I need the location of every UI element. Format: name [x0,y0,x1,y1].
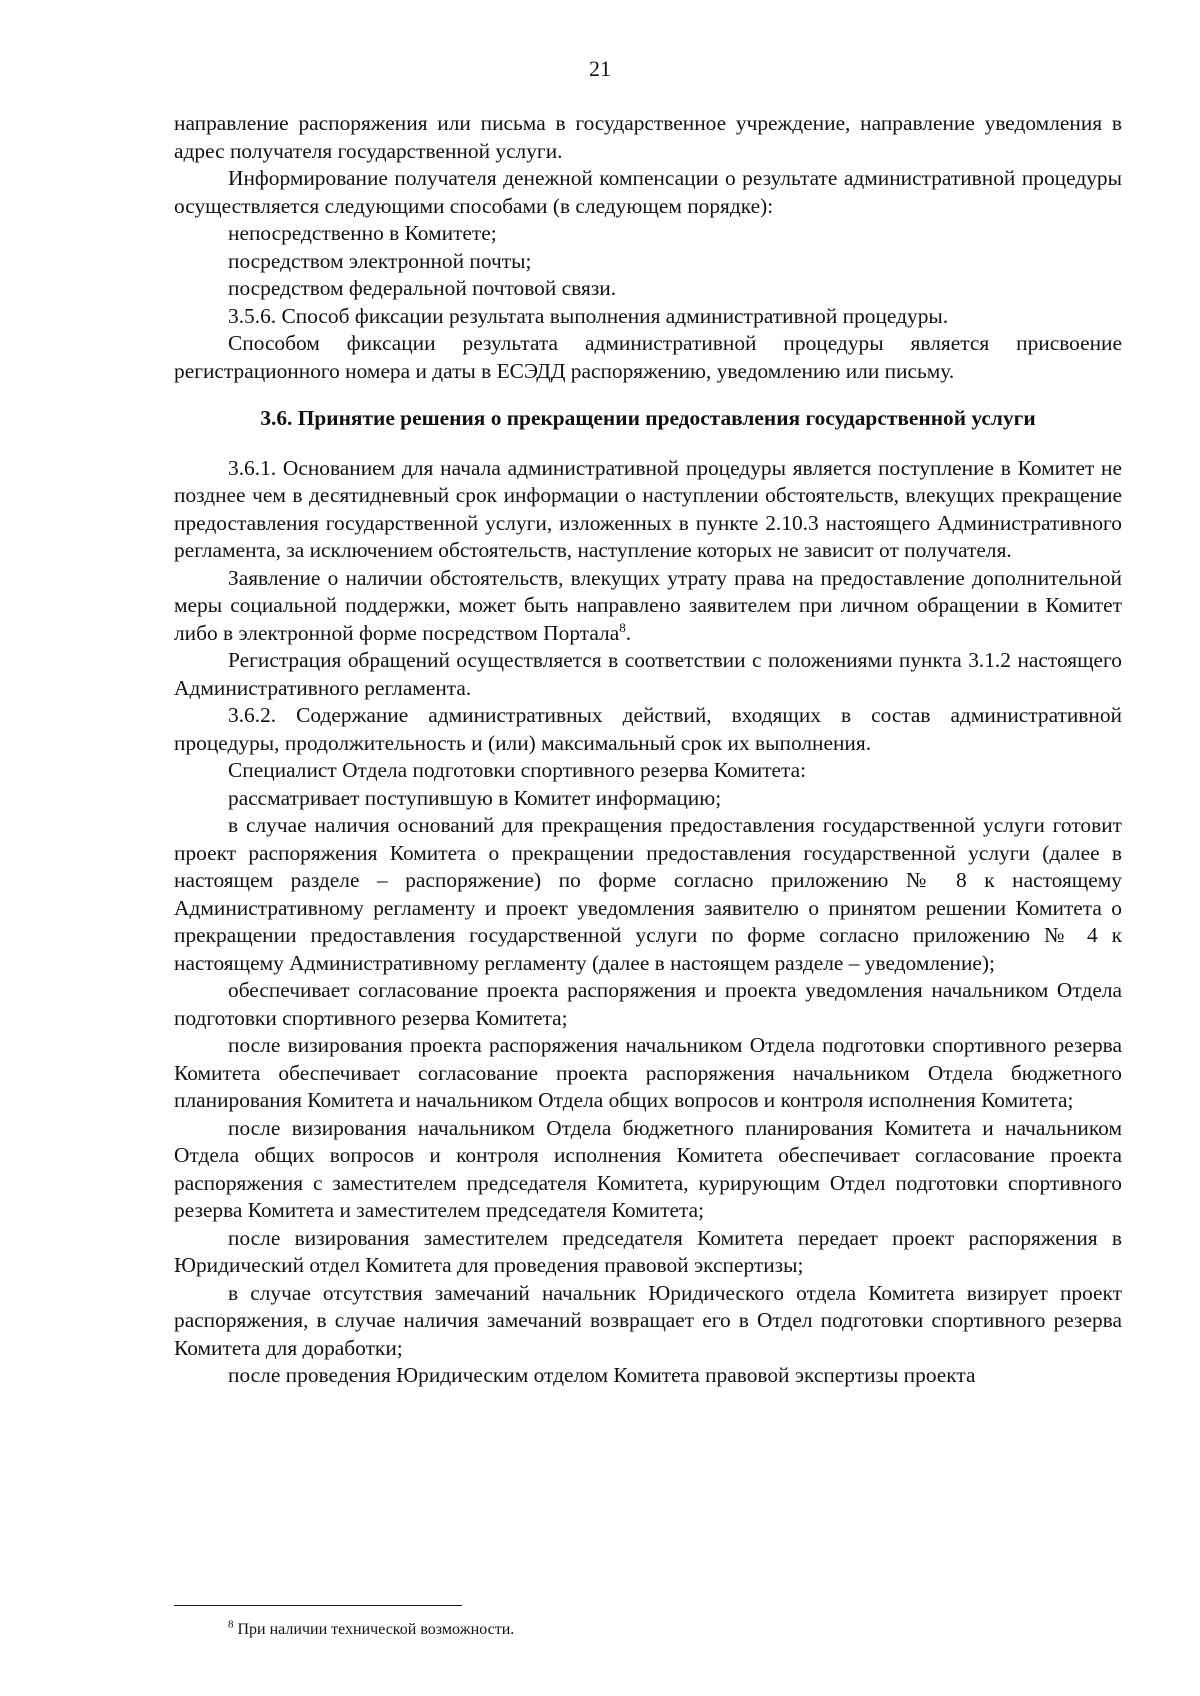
list-item: после проведения Юридическим отделом Комитета правовой экспертизы проекта [228,1363,976,1387]
paragraph-text: Заявление о наличии обстоятельств, влекущих утрату права на предоставление дополнительной меры социальной поддержки, может быть направлено заявителем при личном обращении в Комитет либо в электронной форме посредством Портала [174,565,1122,645]
footnote-ref: 8 [619,619,626,635]
footnote-marker: 8 [228,1618,234,1631]
paragraph: 3.6.1. Основанием для начала административной процедуры является поступление в Комитет не позднее чем в десятидневный срок информации о наступлении обстоятельств, влекущих прекращение предоставления государственной услуги, изложенных в пункте 2.10.3 настоящего Административного регламента, за исключением обстоятельств, наступление которых не зависит от получателя. [174,455,1122,562]
list-item: рассматривает поступившую в Комитет информацию; [228,785,722,810]
document-body [174,110,1122,1390]
paragraph: 3.6.2. Содержание административных действий, входящих в состав административной процедуры, продолжительность и (или) максимальный срок их выполнения. [174,703,1122,755]
paragraph: Информирование получателя денежной компенсации о результате административной процедуры осуществляется следующими способами (в следующем порядке): [174,166,1122,218]
paragraph-end: . [625,620,632,645]
list-item: после визирования заместителем председателя Комитета передает проект распоряжения в Юридический отдел Комитета для проведения правовой экспертизы; [174,1225,1122,1277]
footnote-divider [174,1605,462,1606]
list-item: после визирования проекта распоряжения начальником Отдела подготовки спортивного резерва Комитета обеспечивает согласование проекта распоряжения начальником Отдела бюджетного планирования Комитета и начальником Отдела общих вопросов и контроля исполнения Комитета; [174,1033,1122,1112]
paragraph: 3.5.6. Способ фиксации результата выполнения административной процедуры. [228,303,949,328]
list-item: посредством федеральной почтовой связи. [228,276,617,300]
list-item: после визирования начальником Отдела бюджетного планирования Комитета и начальником Отдела общих вопросов и контроля исполнения Комитета обеспечивает согласование проекта распоряжения с заместителем председателя Комитета, курирующим Отдел подготовки спортивного резерва Комитета и заместителем председателя Комитета; [174,1115,1122,1222]
list-item: в случае наличия оснований для прекращения предоставления государственной услуги готовит проект распоряжения Комитета о прекращении предоставления государственной услуги (далее в настоящем разделе – распоряжение) по форме согласно приложению № 8 к настоящему Административному регламенту и проект уведомления заявителю о принятом решении Комитета о прекращении предоставления государственной услуги по форме согласно приложению № 4 к настоящему Административному регламенту (далее в настоящем разделе – уведомление); [174,813,1122,975]
list-item: непосредственно в Комитете; [228,221,497,245]
paragraph: направление распоряжения или письма в государственное учреждение, направление уведомления в адрес получателя государственной услуги. [174,111,1122,163]
page-number: 21 [589,56,611,81]
list-item: в случае отсутствия замечаний начальник Юридического отдела Комитета визирует проект распоряжения, в случае наличия замечаний возвращает его в Отдел подготовки спортивного резерва Комитета для доработки; [174,1280,1122,1360]
paragraph: Регистрация обращений осуществляется в соответствии с положениями пункта 3.1.2 настоящего Административного регламента. [174,648,1122,700]
list-item: посредством электронной почты; [228,248,532,273]
paragraph: Способом фиксации результата административной процедуры является присвоение регистрационного номера и даты в ЕСЭДД распоряжению, уведомлению или письму. [174,331,1122,383]
section-heading: 3.6. Принятие решения о прекращении предоставления государственной услуги [260,406,1036,430]
paragraph: Специалист Отдела подготовки спортивного резерва Комитета: [228,758,807,782]
footnote-text: При наличии технической возможности. [237,1621,515,1638]
footnote [228,1620,514,1640]
paragraph-with-footnote-ref [174,565,1122,648]
list-item: обеспечивает согласование проекта распоряжения и проекта уведомления начальником Отдела подготовки спортивного резерва Комитета; [174,978,1122,1030]
